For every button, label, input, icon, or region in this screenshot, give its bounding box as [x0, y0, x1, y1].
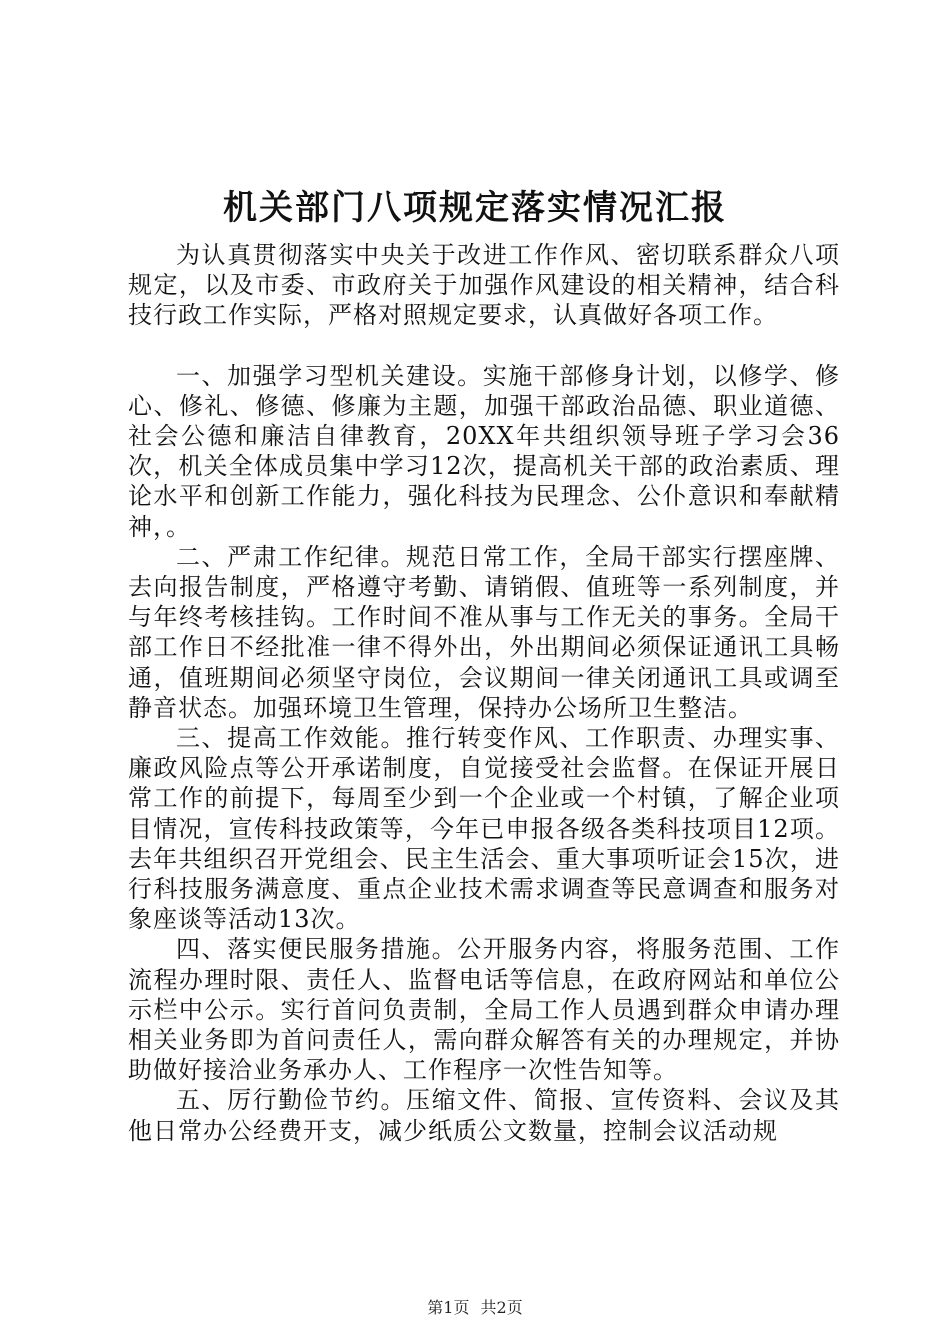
paragraph-discipline: 二、严肃工作纪律。规范日常工作，全局干部实行摆座牌、去向报告制度，严格遵守考勤、请销假、值班等一系列制度，并与年终考核挂钩。工作时间不准从事与工作无关的事务。全局干部工作日不经批准一律不得外出，外出期间必须保证通讯工具畅通，值班期间必须坚守岗位，会议期间一律关闭通讯工具或调至静音状态。加强环境卫生管理，保持办公场所卫生整洁。	[128, 542, 840, 722]
page-total: 共2页	[480, 1298, 523, 1317]
paragraph-efficiency: 三、提高工作效能。推行转变作风、工作职责、办理实事、廉政风险点等公开承诺制度，自觉接受社会监督。在保证开展日常工作的前提下，每周至少到一个企业或一个村镇，了解企业项目情况，宣传科技政策等，今年已申报各级各类科技项目12项。去年共组织召开党组会、民主生活会、重大事项听证会15次，进行科技服务满意度、重点企业技术需求调查等民意调查和服务对象座谈等活动13次。	[128, 724, 840, 934]
document-title: 机关部门八项规定落实情况汇报	[223, 188, 727, 228]
paragraph-service: 四、落实便民服务措施。公开服务内容，将服务范围、工作流程办理时限、责任人、监督电话等信息，在政府网站和单位公示栏中公示。实行首问负责制，全局工作人员遇到群众申请办理相关业务即为首问责任人，需向群众解答有关的办理规定，并协助做好接洽业务承办人、工作程序一次性告知等。	[128, 935, 840, 1085]
paragraph-study: 一、加强学习型机关建设。实施干部修身计划，以修学、修心、修礼、修德、修廉为主题，加强干部政治品德、职业道德、社会公德和廉洁自律教育，20XX年共组织领导班子学习会36次，机关全体成员集中学习12次，提高机关干部的政治素质、理论水平和创新工作能力，强化科技为民理念、公仆意识和奉献精神，。	[128, 361, 840, 541]
document-body	[128, 240, 840, 1146]
page-footer	[0, 1295, 950, 1318]
intro-paragraph: 为认真贯彻落实中央关于改进工作作风、密切联系群众八项规定，以及市委、市政府关于加强作风建设的相关精神，结合科技行政工作实际，严格对照规定要求，认真做好各项工作。	[128, 241, 840, 330]
page-number: 第1页	[427, 1298, 470, 1317]
paragraph-frugality: 五、厉行勤俭节约。压缩文件、简报、宣传资料、会议及其他日常办公经费开支，减少纸质公文数量，控制会议活动规	[128, 1086, 840, 1145]
